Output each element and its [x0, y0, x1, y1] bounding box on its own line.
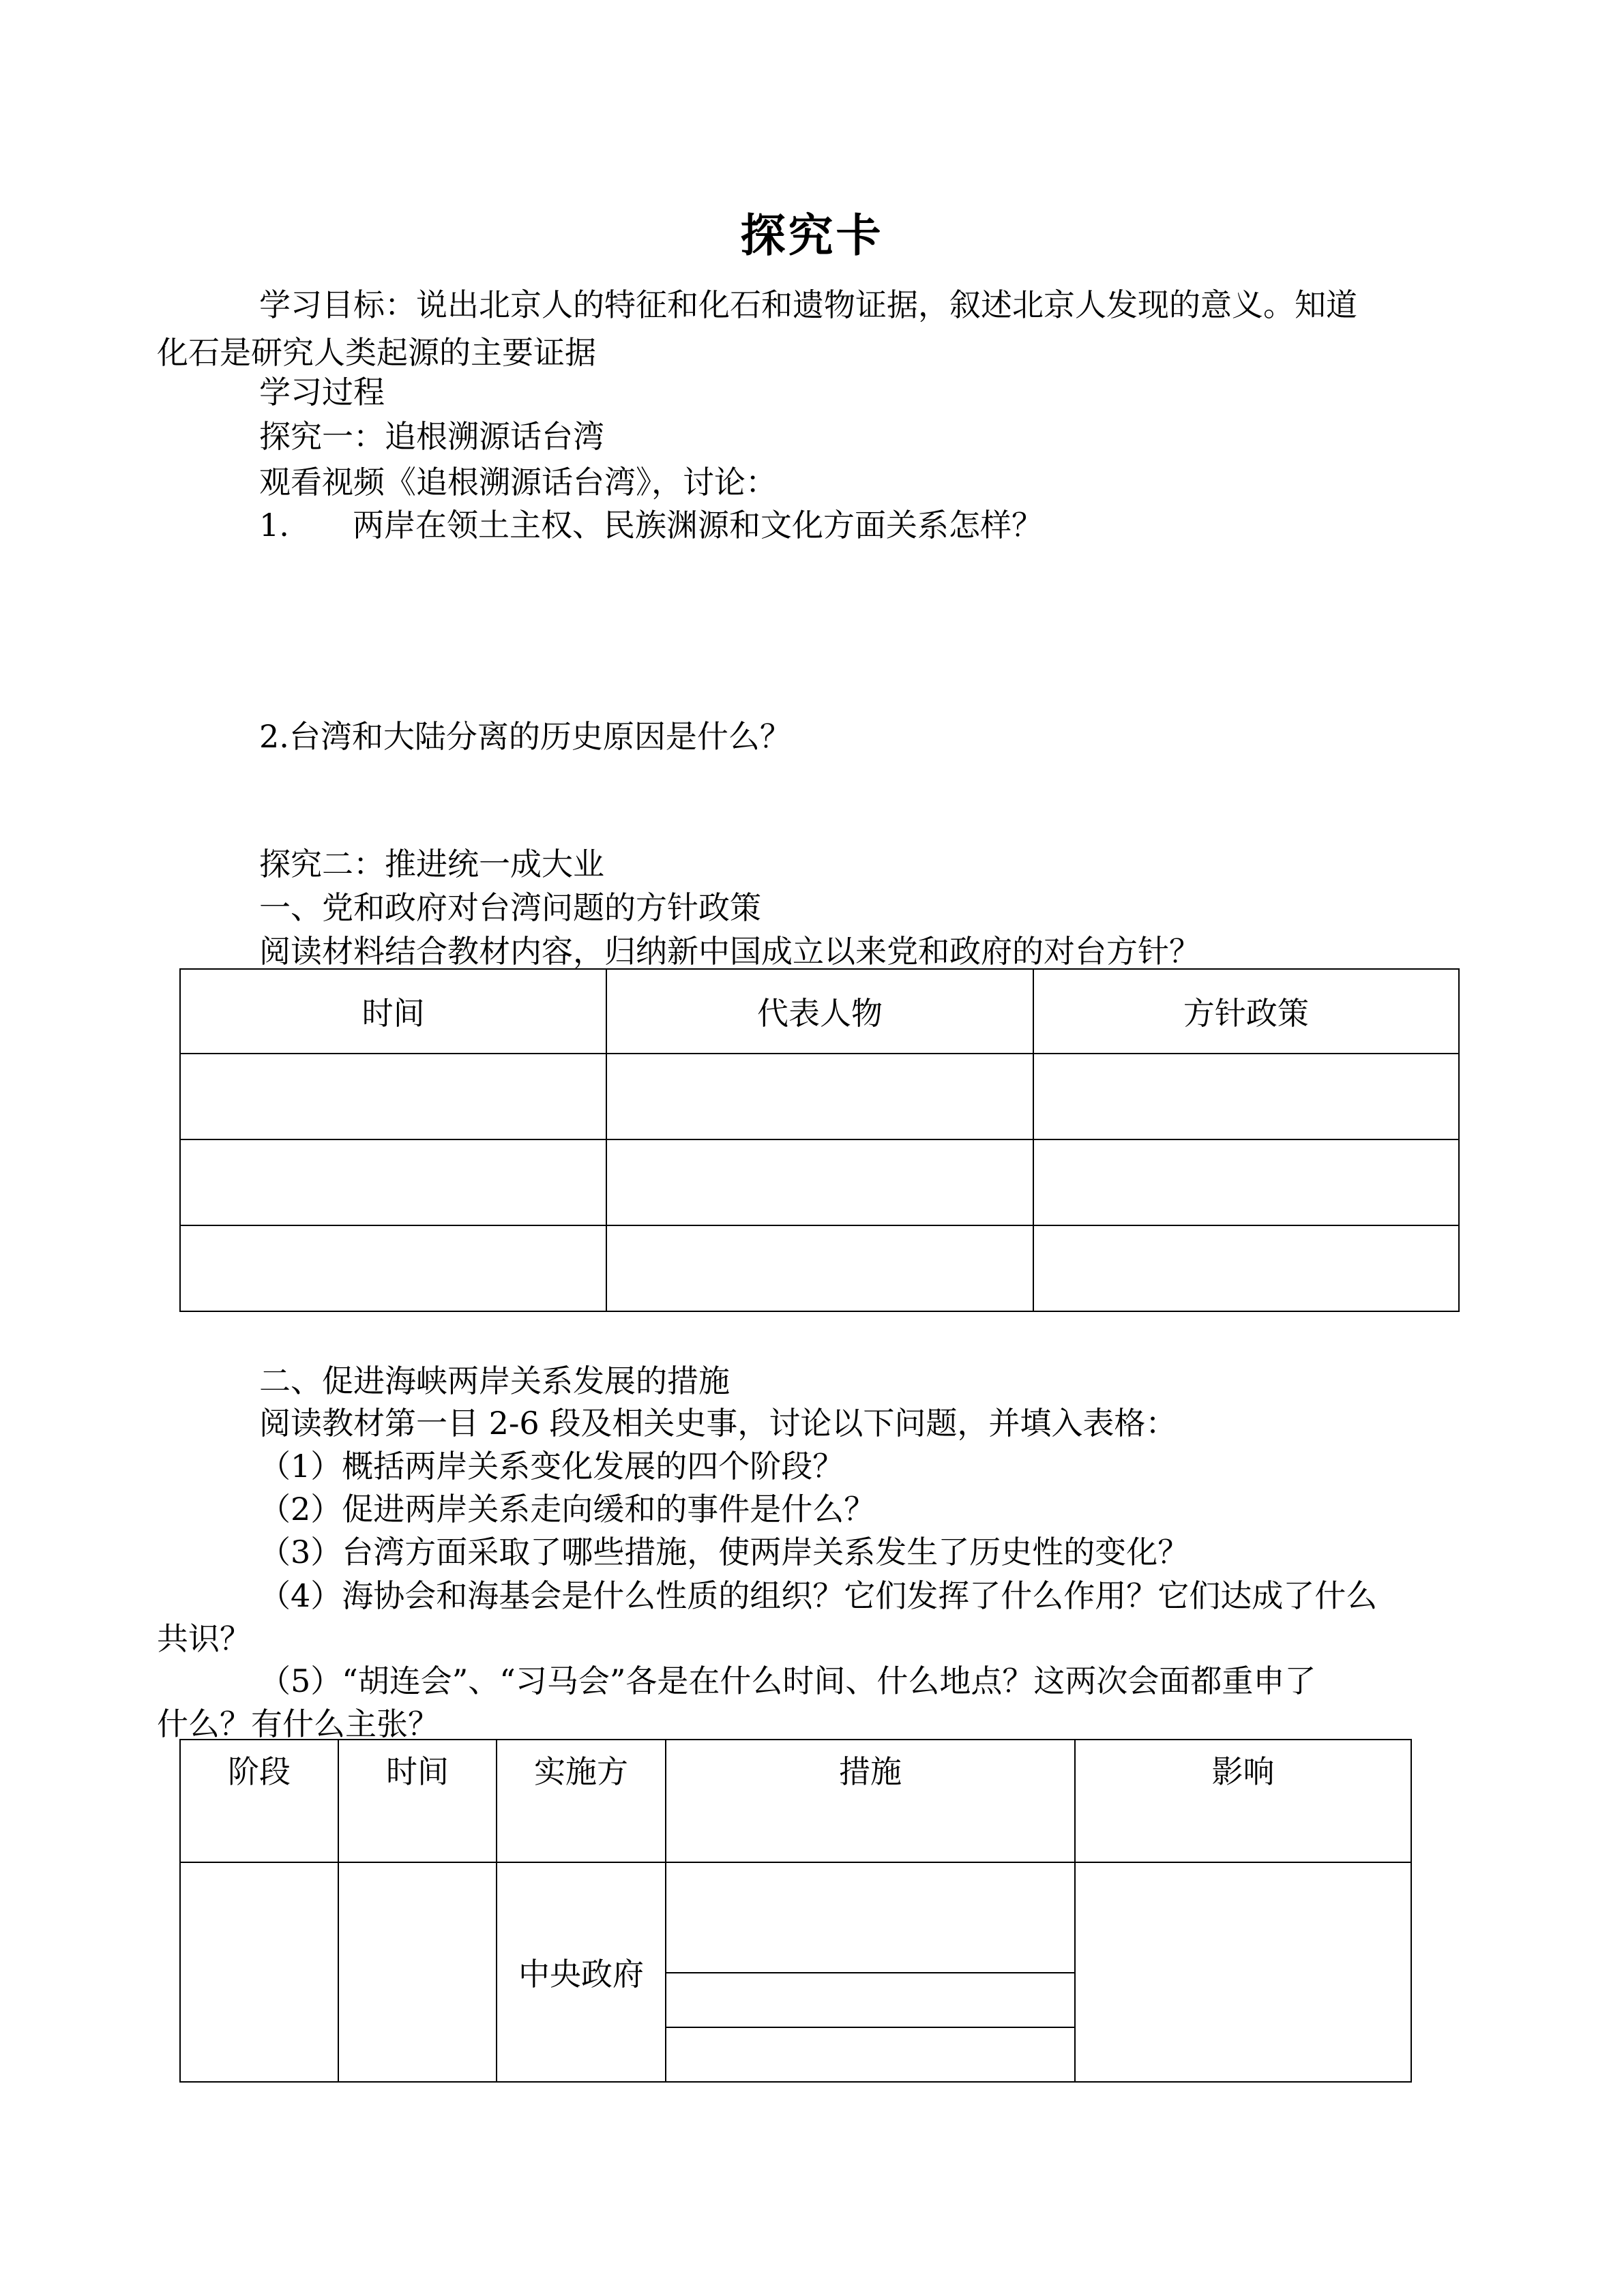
- question-1-number: 1.: [259, 507, 289, 543]
- measures-table: [179, 1739, 1412, 2083]
- page-title: 探究卡: [740, 209, 884, 262]
- read-instruction-2: 阅读教材第一目 2-6 段及相关史事，讨论以下问题，并填入表格：: [259, 1405, 1177, 1442]
- cell-input[interactable]: [606, 1054, 1033, 1139]
- header-time: 时间: [180, 969, 606, 1054]
- cell-input[interactable]: [1033, 1225, 1459, 1311]
- sub-question-2: （2）促进两岸关系走向缓和的事件是什么？: [259, 1491, 876, 1527]
- cell-input[interactable]: [1033, 1054, 1459, 1139]
- table-row: [180, 1862, 1411, 2082]
- header-policy: 方针政策: [1033, 969, 1459, 1054]
- question-2: 2.台湾和大陆分离的历史原因是什么？: [259, 718, 791, 755]
- header-stage: 阶段: [180, 1740, 338, 1862]
- measures-cell: [666, 1862, 1075, 2082]
- watch-instruction: 观看视频《追根溯源话台湾》，讨论：: [259, 464, 777, 501]
- cell-input[interactable]: [1075, 1862, 1411, 2082]
- cell-input[interactable]: [180, 1862, 338, 2082]
- sub-question-5-line-2: 什么？有什么主张？: [157, 1705, 439, 1742]
- measure-line-input[interactable]: [666, 1863, 1074, 1973]
- question-1-text: 两岸在领土主权、民族渊源和文化方面关系怎样？: [353, 507, 1043, 543]
- policy-table: [179, 968, 1460, 1312]
- measure-line-input[interactable]: [666, 1973, 1074, 2028]
- measure-line-input[interactable]: [666, 2028, 1074, 2081]
- sub-question-1: （1）概括两岸关系变化发展的四个阶段？: [259, 1448, 844, 1485]
- section-one-heading: 一、党和政府对台湾问题的方针政策: [259, 889, 761, 926]
- header-measures: 措施: [666, 1740, 1075, 1862]
- explore-two-heading: 探究二：推进统一成大业: [259, 846, 604, 882]
- read-instruction-1: 阅读材料结合教材内容，归纳新中国成立以来党和政府的对台方针？: [259, 933, 1200, 970]
- cell-input[interactable]: [180, 1225, 606, 1311]
- explore-one-heading: 探究一：追根溯源话台湾: [259, 418, 604, 455]
- section-two-heading: 二、促进海峡两岸关系发展的措施: [259, 1362, 730, 1399]
- objective-line-2: 化石是研究人类起源的主要证据: [157, 334, 596, 371]
- objective-line-1: 学习目标：说出北京人的特征和化石和遗物证据，叙述北京人发现的意义。知道: [259, 286, 1357, 323]
- header-impact: 影响: [1075, 1740, 1411, 1862]
- sub-question-5-line-1: （5）“胡连会”、“习马会”各是在什么时间、什么地点？这两次会面都重申了: [259, 1663, 1316, 1699]
- header-time: 时间: [338, 1740, 497, 1862]
- implementer-cell: 中央政府: [497, 1862, 666, 2082]
- process-heading: 学习过程: [259, 374, 385, 411]
- table-row: [180, 1139, 1459, 1225]
- cell-input[interactable]: [1033, 1139, 1459, 1225]
- cell-input[interactable]: [180, 1139, 606, 1225]
- sub-question-4-line-2: 共识？: [157, 1620, 251, 1657]
- cell-input[interactable]: [180, 1054, 606, 1139]
- sub-question-3: （3）台湾方面采取了哪些措施，使两岸关系发生了历史性的变化？: [259, 1534, 1190, 1570]
- sub-question-4-line-1: （4）海协会和海基会是什么性质的组织？它们发挥了什么作用？它们达成了什么: [259, 1577, 1378, 1614]
- cell-input[interactable]: [338, 1862, 497, 2082]
- header-representative: 代表人物: [606, 969, 1033, 1054]
- table-row: [180, 1054, 1459, 1139]
- cell-input[interactable]: [606, 1225, 1033, 1311]
- table-row: [180, 1225, 1459, 1311]
- cell-input[interactable]: [606, 1139, 1033, 1225]
- header-implementer: 实施方: [497, 1740, 666, 1862]
